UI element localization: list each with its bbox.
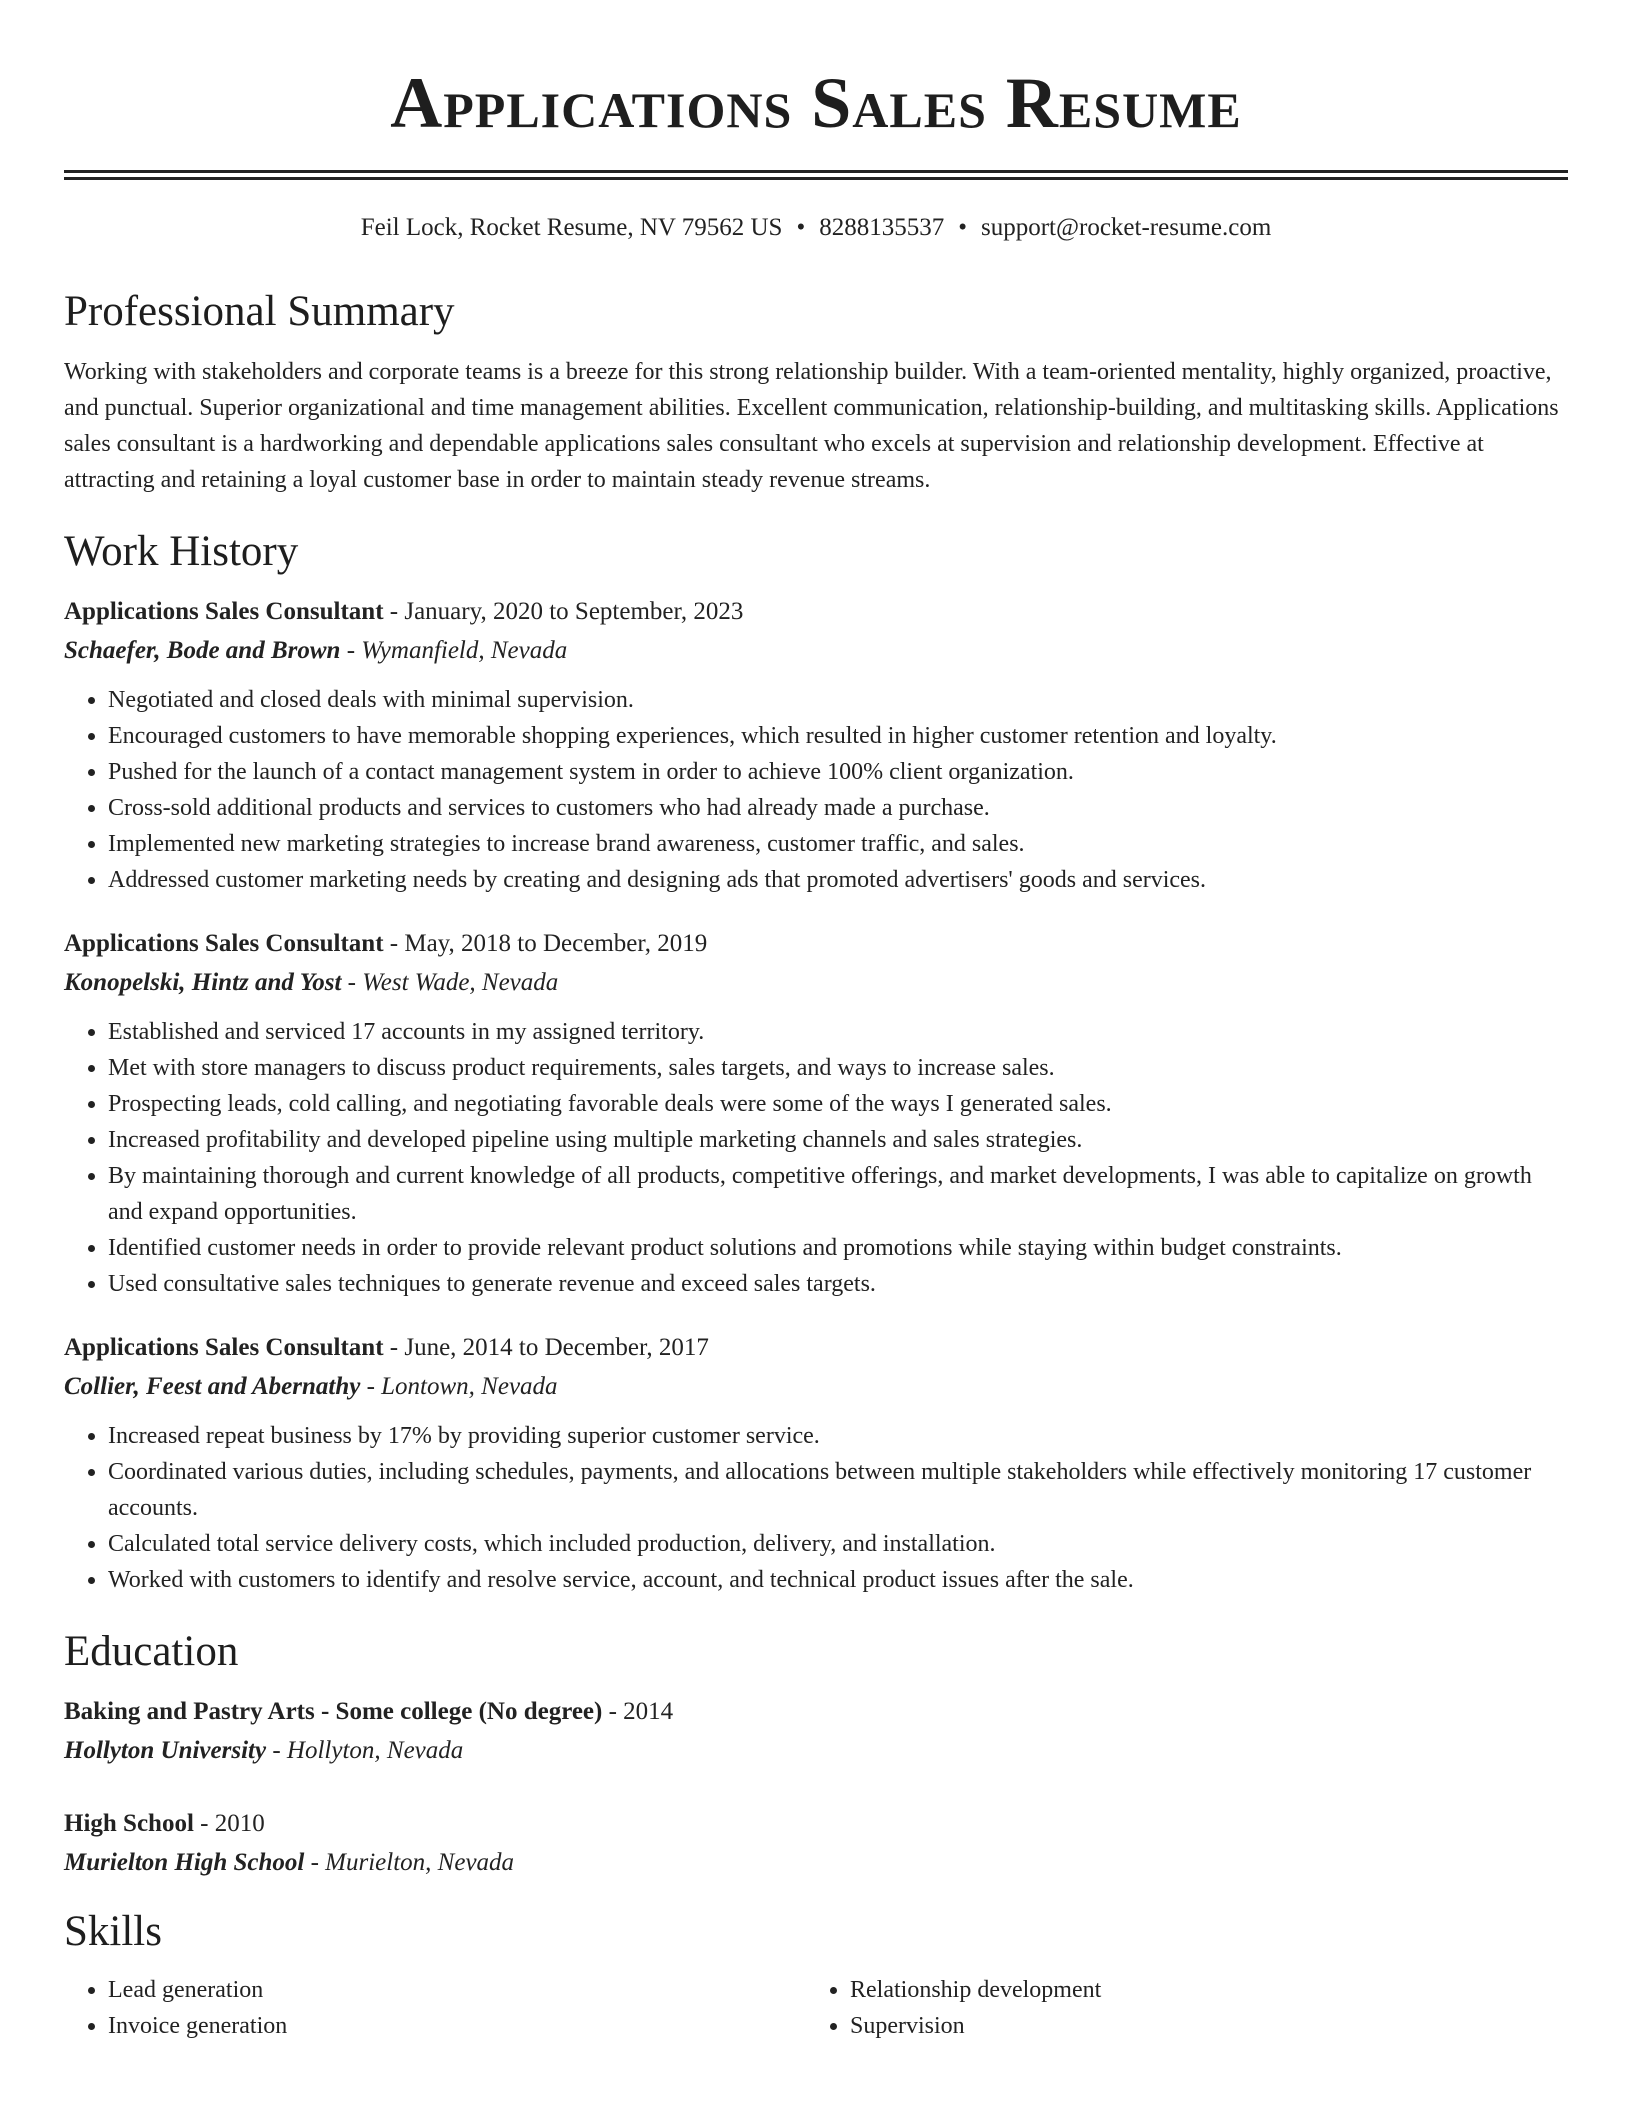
job-title: Applications Sales Consultant <box>64 1334 384 1361</box>
skills-column-right <box>806 1972 1548 2044</box>
degree-name: High School <box>64 1810 194 1837</box>
resume-title: Applications Sales Resume <box>390 63 1242 143</box>
contact-email: support@rocket-resume.com <box>980 214 1272 241</box>
skill-item: • Relationship development <box>850 1972 1548 2008</box>
skills-grid <box>64 1972 1568 2044</box>
job-bullet: • Pushed for the launch of a contact management system in order to achieve 100% client organization. <box>108 754 1568 790</box>
degree-line <box>64 1804 1568 1844</box>
employer-location: - Lontown, Nevada <box>360 1373 558 1400</box>
job-bullet: • Addressed customer marketing needs by creating and designing ads that promoted advertisers' goods and services. <box>108 862 1568 898</box>
job-bullets <box>64 1418 1568 1598</box>
contact-separator: • <box>796 214 806 241</box>
school-name: Murielton High School <box>64 1849 305 1876</box>
skill-item: • Supervision <box>850 2008 1548 2044</box>
degree-name: Baking and Pastry Arts - Some college (No degree) <box>64 1698 603 1725</box>
education-entry <box>64 1692 1568 1770</box>
job-bullet: • By maintaining thorough and current knowledge of all products, competitive offerings, and market developments, I was able to capitalize on growth and expand opportunities. <box>108 1158 1568 1230</box>
summary-text: Working with stakeholders and corporate teams is a breeze for this strong relationship builder. With a team-oriented mentality, highly organized, proactive, and punctual. Superior organizational and time management abilities. Excellent communication, relationship-building, and multitasking skills. Applications sales consultant is a hardworking and dependable applications sales consultant who excels at supervision and relationship development. Effective at attracting and retaining a loyal customer base in order to maintain steady revenue streams. <box>64 359 1559 493</box>
job-bullet: • Identified customer needs in order to provide relevant product solutions and promotions while staying within budget constraints. <box>108 1230 1568 1266</box>
job-title: Applications Sales Consultant <box>64 598 384 625</box>
title-double-rule <box>64 170 1568 180</box>
education-entry <box>64 1804 1568 1882</box>
job-title-line <box>64 924 1568 964</box>
school-location: - Hollyton, Nevada <box>266 1737 464 1764</box>
section-heading-summary: Professional Summary <box>64 288 455 335</box>
employer-location: - Wymanfield, Nevada <box>340 637 568 664</box>
employer-line <box>64 964 1568 1002</box>
job-bullets <box>64 1014 1568 1302</box>
school-line <box>64 1732 1568 1770</box>
job-entry <box>64 924 1568 1302</box>
degree-line <box>64 1692 1568 1732</box>
job-bullet: • Encouraged customers to have memorable shopping experiences, which resulted in higher customer retention and loyalty. <box>108 718 1568 754</box>
employer-name: Konopelski, Hintz and Yost <box>64 969 342 996</box>
degree-year: - 2014 <box>602 1698 674 1725</box>
job-dates: - May, 2018 to December, 2019 <box>383 930 708 957</box>
job-bullet: • Calculated total service delivery costs, which included production, delivery, and installation. <box>108 1526 1568 1562</box>
contact-address: Feil Lock, Rocket Resume, NV 79562 US <box>360 214 783 241</box>
skills-column-left <box>64 1972 806 2044</box>
job-bullet: • Negotiated and closed deals with minimal supervision. <box>108 682 1568 718</box>
job-entry <box>64 592 1568 898</box>
job-bullet: • Prospecting leads, cold calling, and negotiating favorable deals were some of the ways I generated sales. <box>108 1086 1568 1122</box>
section-heading-skills: Skills <box>64 1908 162 1955</box>
job-bullet: • Coordinated various duties, including schedules, payments, and allocations between multiple stakeholders while effectively monitoring 17 customer accounts. <box>108 1454 1568 1526</box>
job-bullet: • Met with store managers to discuss product requirements, sales targets, and ways to increase sales. <box>108 1050 1568 1086</box>
school-location: - Murielton, Nevada <box>304 1849 515 1876</box>
job-dates: - June, 2014 to December, 2017 <box>383 1334 709 1361</box>
employer-location: - West Wade, Nevada <box>341 969 559 996</box>
job-dates: - January, 2020 to September, 2023 <box>383 598 744 625</box>
contact-phone: 8288135537 <box>819 214 945 241</box>
job-title: Applications Sales Consultant <box>64 930 384 957</box>
job-bullet: • Implemented new marketing strategies to increase brand awareness, customer traffic, and sales. <box>108 826 1568 862</box>
job-bullet: • Established and serviced 17 accounts in my assigned territory. <box>108 1014 1568 1050</box>
contact-separator: • <box>958 214 967 241</box>
job-bullet: • Increased repeat business by 17% by providing superior customer service. <box>108 1418 1568 1454</box>
job-entry <box>64 1328 1568 1598</box>
skill-item: • Lead generation <box>108 1972 806 2008</box>
employer-line <box>64 632 1568 670</box>
section-heading-work-history: Work History <box>64 528 299 575</box>
job-bullet: • Increased profitability and developed pipeline using multiple marketing channels and sales strategies. <box>108 1122 1568 1158</box>
employer-name: Collier, Feest and Abernathy <box>64 1373 361 1400</box>
contact-line <box>64 212 1568 244</box>
job-title-line <box>64 1328 1568 1368</box>
job-bullet: • Used consultative sales techniques to generate revenue and exceed sales targets. <box>108 1266 1568 1302</box>
job-bullet: • Worked with customers to identify and resolve service, account, and technical product issues after the sale. <box>108 1562 1568 1598</box>
employer-name: Schaefer, Bode and Brown <box>64 637 341 664</box>
degree-year: - 2010 <box>193 1810 265 1837</box>
section-heading-education: Education <box>64 1628 239 1675</box>
skill-item: • Invoice generation <box>108 2008 806 2044</box>
job-bullets <box>64 682 1568 898</box>
job-bullet: • Cross-sold additional products and services to customers who had already made a purchase. <box>108 790 1568 826</box>
job-title-line <box>64 592 1568 632</box>
school-line <box>64 1844 1568 1882</box>
school-name: Hollyton University <box>64 1737 267 1764</box>
employer-line <box>64 1368 1568 1406</box>
